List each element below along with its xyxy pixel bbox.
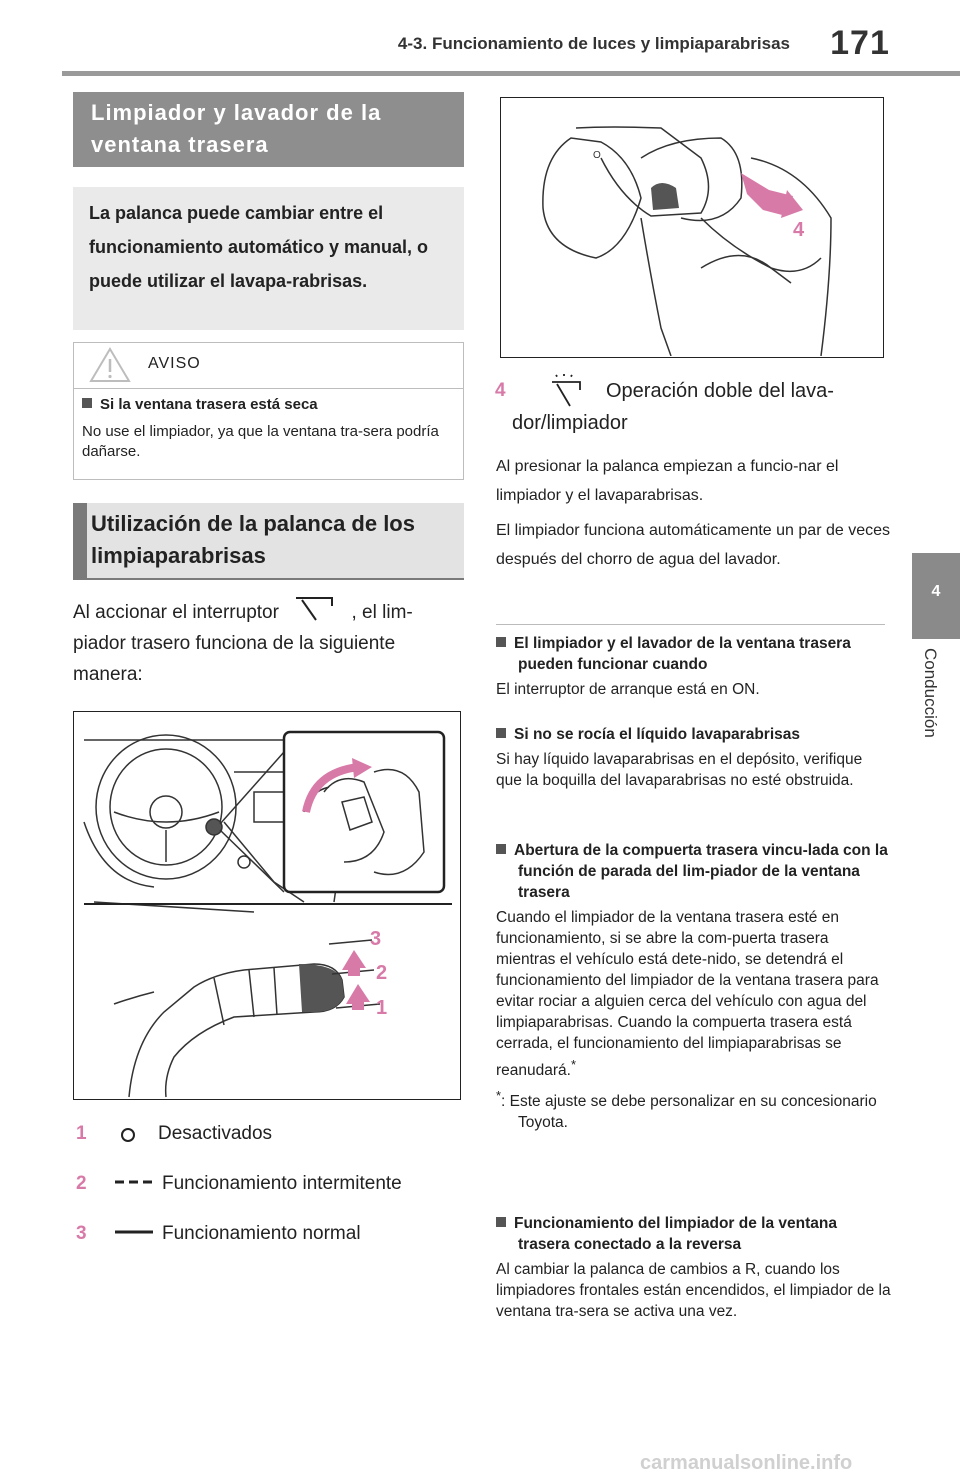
mode-3-number: 3 xyxy=(76,1223,87,1244)
section-rule xyxy=(73,578,464,580)
section-heading-lever xyxy=(73,503,464,578)
section-heading-rear-wiper xyxy=(73,92,464,167)
note-3 xyxy=(496,840,891,1133)
figure-label-1: 1 xyxy=(376,997,388,1019)
off-circle-icon xyxy=(118,1125,138,1145)
note-3-body-text: Cuando el limpiador de la ventana trasera esté en funcionamiento, si se abre la com-puerta trasera mientras el vehículo está dete-nido, se detendrá el funcionamiento del limpiador de la ventana trasera para evitar rociar a alguien cerca del vehículo con agua del limpiaparabrisas. Cuando la compuerta trasera está cerrada, el funcionamiento del limpiaparabrisas se reanudará. xyxy=(496,909,879,1080)
note-4-title xyxy=(496,1213,891,1255)
header-rule xyxy=(62,71,960,76)
section-title: 4-3. Funcionamiento de luces y limpiaparabrisas xyxy=(397,34,790,53)
footnote-text: Este ajuste se debe personalizar en su concesionario Toyota. xyxy=(509,1093,877,1132)
footnote-mark: * xyxy=(496,1088,502,1104)
svg-text:O: O xyxy=(593,150,601,161)
bullet-square-icon xyxy=(496,637,506,647)
washer-spray-icon xyxy=(548,372,584,410)
op4-paragraph-2: El limpiador funciona automáticamente un par de veces después del chorro de agua del lavador. xyxy=(496,522,890,568)
lever-instructions-before: Al accionar el interruptor xyxy=(73,602,279,623)
intro-box xyxy=(73,187,464,330)
note-4 xyxy=(496,1213,891,1322)
warning-title: AVISO xyxy=(148,355,201,372)
bullet-square-icon xyxy=(496,1217,506,1227)
note-2 xyxy=(496,724,891,791)
op4-number: 4 xyxy=(495,380,506,401)
note-1-title-text: El limpiador y el lavador de la ventana trasera pueden funcionar cuando xyxy=(514,635,851,673)
bullet-square-icon xyxy=(496,728,506,738)
chapter-tab-label: Conducción xyxy=(921,648,940,738)
intermittent-dashes-icon xyxy=(115,1175,155,1189)
note-4-body: Al cambiar la palanca de cambios a R, cuando los limpiadores frontales están encendidos, el limpiador de la ventana tra-sera se activa una vez. xyxy=(496,1261,891,1320)
figure-label-4: 4 xyxy=(793,219,805,241)
figure-label-2: 2 xyxy=(376,962,388,984)
note-2-title-text: Si no se rocía el líquido lavaparabrisas xyxy=(514,726,801,743)
note-4-title-text: Funcionamiento del limpiador de la ventana trasera conectado a la reversa xyxy=(514,1215,837,1253)
figure-label-3: 3 xyxy=(370,928,382,950)
page-number: 171 xyxy=(830,24,890,62)
lever-illustration xyxy=(73,711,461,1100)
mode-1-number: 1 xyxy=(76,1123,87,1144)
chapter-tab-number: 4 xyxy=(931,583,941,600)
bullet-square-icon xyxy=(82,398,92,408)
footnote: *: Este ajuste se debe personalizar en su concesionario Toyota. xyxy=(496,1088,877,1132)
chapter-tab-label-wrap xyxy=(920,648,950,768)
warning-triangle-icon xyxy=(88,346,132,384)
note-1-title xyxy=(496,633,891,675)
warning-divider xyxy=(73,388,464,389)
note-1 xyxy=(496,633,891,700)
lever-push-drawing xyxy=(501,98,882,356)
warning-body: No use el limpiador, ya que la ventana tra-sera podría dañarse. xyxy=(82,423,439,460)
note-3-footnote-mark: * xyxy=(570,1057,577,1072)
note-2-title xyxy=(496,724,891,745)
mode-2-number: 2 xyxy=(76,1173,87,1194)
op4-line2: dor/limpiador xyxy=(512,412,628,434)
note-3-body xyxy=(496,907,891,1081)
lever-instructions-after: , el lim-piador trasero funciona de la siguiente manera: xyxy=(73,602,413,685)
note-3-title xyxy=(496,840,891,903)
note-2-body: Si hay líquido lavaparabrisas en el depósito, verifique que la boquilla del lavaparabrisas no esté obstruida. xyxy=(496,751,863,789)
mode-3-label: Funcionamiento normal xyxy=(162,1223,361,1244)
watermark: carmanualsonline.info xyxy=(640,1452,853,1474)
op4-body xyxy=(496,452,891,580)
mode-2-label: Funcionamiento intermitente xyxy=(162,1173,402,1194)
lever-push-illustration xyxy=(500,97,884,358)
section-heading-lever-text: Utilización de la palanca de los limpiaparabrisas xyxy=(91,511,415,568)
rear-wiper-icon xyxy=(290,594,340,622)
op4-paragraph-1: Al presionar la palanca empiezan a funcio-nar el limpiador y el lavaparabrisas. xyxy=(496,458,839,504)
section-heading-text: Limpiador y lavador de la ventana trasera xyxy=(91,100,382,157)
bullet-square-icon xyxy=(496,844,506,854)
op4-line1: Operación doble del lava- xyxy=(606,380,834,402)
lever-illustration-drawing xyxy=(74,712,459,1098)
normal-line-icon xyxy=(115,1225,155,1239)
note-3-title-text: Abertura de la compuerta trasera vincu-lada con la función de parada del lim-piador de la ventana trasera xyxy=(514,842,888,901)
note-1-body: El interruptor de arranque está en ON. xyxy=(496,681,760,698)
lever-instructions xyxy=(73,594,464,690)
warning-subtitle xyxy=(82,396,318,413)
warning-subtitle-text: Si la ventana trasera está seca xyxy=(100,396,318,413)
mode-1-label: Desactivados xyxy=(158,1123,273,1144)
notes-rule xyxy=(496,624,885,625)
intro-text: La palanca puede cambiar entre el funcionamiento automático y manual, o puede utilizar el lavapa-rabrisas. xyxy=(89,203,429,291)
